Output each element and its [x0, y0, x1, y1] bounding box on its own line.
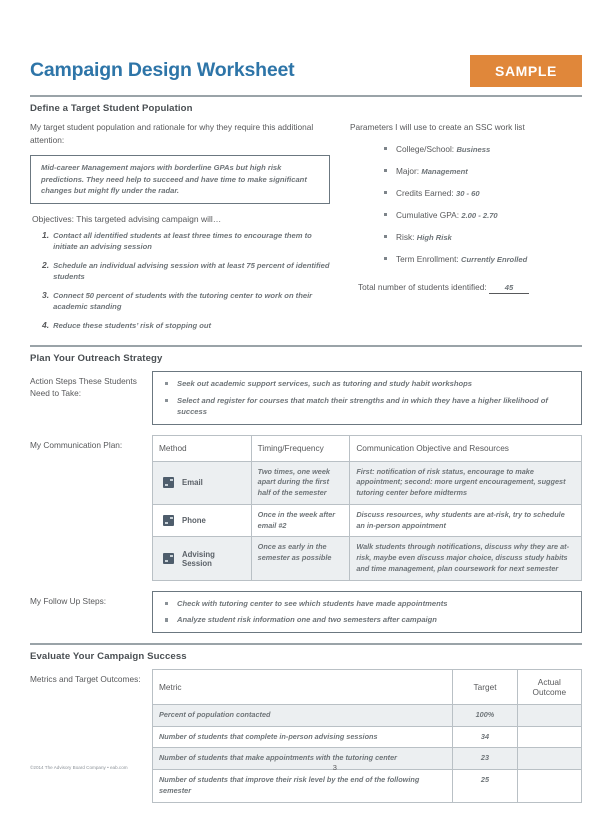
- communication-plan-table: [152, 435, 582, 581]
- column-header-target: Target: [453, 669, 517, 704]
- metrics-body: [152, 669, 582, 803]
- target-cell: [453, 704, 517, 726]
- total-students-line: [358, 282, 582, 294]
- timing-cell: [251, 504, 350, 537]
- parameters-list: [384, 143, 582, 266]
- objective-text: First: notification of risk status, encourage to make appointment; second: more urgent encouragement, suggest tutoring center before midterms: [356, 466, 566, 498]
- target-population-column: [30, 121, 330, 338]
- column-header-actual-outcome: Actual Outcome: [517, 669, 581, 704]
- parameter-value: Management: [421, 166, 468, 176]
- section-divider: [30, 345, 582, 347]
- objective-number: 2.: [42, 259, 50, 270]
- follow-up-body: [152, 591, 582, 633]
- target-cell: [453, 726, 517, 748]
- list-item: [384, 143, 582, 156]
- timing-text: Two times, one week apart during the first half of the semester: [257, 466, 330, 498]
- timing-cell: [251, 537, 350, 580]
- parameter-label: Credits Earned:: [396, 187, 454, 198]
- actual-outcome-cell[interactable]: [517, 770, 581, 803]
- metric-text: Number of students that make appointments with the tutoring center: [159, 753, 397, 763]
- metrics-table: [152, 669, 582, 803]
- list-item: [384, 253, 582, 266]
- metrics-row: [30, 669, 582, 803]
- table-header-row: [153, 435, 582, 461]
- metrics-label: Metrics and Target Outcomes:: [30, 673, 141, 684]
- table-row: [153, 770, 582, 803]
- parameter-value: Business: [456, 144, 491, 154]
- actual-outcome-cell[interactable]: [517, 704, 581, 726]
- objective-item: [30, 230, 330, 253]
- objective-number: 4.: [42, 319, 50, 330]
- section-define-population-columns: [30, 121, 582, 338]
- objective-text: Walk students through notifications, discuss why they are at-risk, maybe even discuss major choice, discuss study habits and time management, plan coursework for next semester: [356, 542, 570, 574]
- list-item: Select and register for courses that match their strengths and in which they have a higher likelihood of success: [159, 395, 573, 418]
- parameter-value: High Risk: [416, 232, 452, 242]
- metric-text: Number of students that complete in-person advising sessions: [159, 731, 378, 741]
- follow-up-box[interactable]: [152, 591, 582, 633]
- section-divider: [30, 643, 582, 645]
- actual-outcome-cell[interactable]: [517, 726, 581, 748]
- parameter-label: College/School:: [396, 143, 455, 154]
- column-header-objective: Communication Objective and Resources: [350, 435, 582, 461]
- table-row: [153, 704, 582, 726]
- objective-cell: [350, 537, 582, 580]
- parameter-label: Major:: [396, 165, 420, 176]
- table-header-row: [153, 669, 582, 704]
- objectives-label: Objectives: This targeted advising campaign will…: [32, 213, 222, 224]
- objective-item: [30, 290, 330, 313]
- list-item: [384, 187, 582, 200]
- communication-plan-label: My Communication Plan:: [30, 439, 123, 450]
- list-item: [384, 165, 582, 178]
- footer-copyright: ©2014 The Advisory Board Company • eab.com: [30, 765, 128, 770]
- target-population-note-text: Mid-career Management majors with borderline GPAs but high risk predictions. They need help to succeed and have time to make significant changes but might fly under the radar.: [41, 163, 307, 195]
- action-steps-box[interactable]: [152, 371, 582, 425]
- metric-text: Number of students that improve their risk level by the end of the following semester: [159, 775, 420, 796]
- parameter-value: 2.00 - 2.70: [461, 210, 498, 220]
- follow-up-label: My Follow Up Steps:: [30, 595, 107, 606]
- parameter-value: 30 - 60: [455, 188, 480, 198]
- metric-cell: [153, 726, 453, 748]
- list-item: Seek out academic support services, such as tutoring and study habit workshops: [159, 378, 573, 390]
- target-value: 100%: [475, 709, 495, 719]
- action-steps-row: [30, 371, 582, 425]
- objective-number: 3.: [42, 289, 50, 300]
- parameter-label: Risk:: [396, 231, 415, 242]
- target-value: 23: [480, 753, 490, 763]
- table-row: [153, 726, 582, 748]
- parameter-label: Term Enrollment:: [396, 253, 459, 264]
- objective-text: Reduce these students’ risk of stopping out: [53, 320, 212, 330]
- metric-text: Percent of population contacted: [159, 709, 271, 719]
- column-header-timing: Timing/Frequency: [251, 435, 350, 461]
- page-number: 3: [332, 763, 337, 772]
- communication-plan-row: [30, 435, 582, 581]
- objective-item: [30, 320, 330, 332]
- list-item: [384, 209, 582, 222]
- method-label: Phone: [182, 516, 206, 526]
- table-row: [153, 504, 582, 537]
- target-cell: [453, 770, 517, 803]
- work-list-parameters-column: [350, 121, 582, 338]
- metric-cell: [153, 704, 453, 726]
- email-icon: [163, 477, 174, 488]
- method-label: Email: [182, 478, 203, 488]
- communication-plan-body: [152, 435, 582, 581]
- column-header-method: Method: [153, 435, 252, 461]
- follow-up-list: [159, 598, 573, 626]
- target-population-prompt: My target student population and rationale for why they require this additional attention:: [30, 122, 314, 145]
- action-steps-label: Action Steps These Students Need to Take:: [30, 376, 137, 398]
- page-header: [30, 55, 582, 91]
- section-heading-outreach-strategy: Plan Your Outreach Strategy: [30, 353, 163, 364]
- section-heading-define-population: Define a Target Student Population: [30, 103, 193, 114]
- parameters-prompt: Parameters I will use to create an SSC work list: [350, 122, 525, 132]
- list-item: [384, 231, 582, 244]
- page-title: Campaign Design Worksheet: [30, 59, 295, 81]
- method-cell: [153, 504, 252, 537]
- list-item: Check with tutoring center to see which students have made appointments: [159, 598, 573, 610]
- method-cell: [153, 537, 252, 580]
- list-item: Analyze student risk information one and two semesters after campaign: [159, 614, 573, 626]
- metric-cell: [153, 770, 453, 803]
- page-footer: [30, 763, 582, 772]
- table-row: [153, 461, 582, 504]
- section-heading-evaluate-success: Evaluate Your Campaign Success: [30, 650, 187, 662]
- method-cell: [153, 461, 252, 504]
- target-population-note-box[interactable]: [30, 155, 330, 204]
- target-value: 25: [480, 775, 490, 785]
- timing-text: Once in the week after email #2: [257, 509, 336, 530]
- method-label: Advising Session: [182, 549, 215, 568]
- parameter-label: Cumulative GPA:: [396, 209, 460, 220]
- objective-cell: [350, 504, 582, 537]
- column-header-metric: Metric: [153, 669, 453, 704]
- follow-up-row: [30, 591, 582, 633]
- action-steps-body: [152, 371, 582, 425]
- advising-session-icon: [163, 553, 174, 564]
- objective-number: 1.: [42, 229, 50, 240]
- objective-item: [30, 260, 330, 283]
- status-badge: SAMPLE: [470, 55, 582, 87]
- objective-cell: [350, 461, 582, 504]
- phone-icon: [163, 515, 174, 526]
- total-students-value[interactable]: 45: [489, 283, 529, 294]
- total-students-label: Total number of students identified:: [358, 281, 487, 292]
- timing-text: Once as early in the semester as possible: [257, 542, 332, 563]
- timing-cell: [251, 461, 350, 504]
- page-content: [30, 55, 582, 813]
- objective-text: Schedule an individual advising session with at least 75 percent of identified students: [53, 260, 330, 281]
- objective-text: Discuss resources, why students are at-risk, try to schedule an in-person appointment: [356, 509, 565, 530]
- objective-text: Contact all identified students at least three times to encourage them to initiate an advising session: [53, 230, 312, 251]
- title-divider: [30, 95, 582, 97]
- target-value: 34: [480, 731, 490, 741]
- parameter-value: Currently Enrolled: [461, 254, 528, 264]
- table-row: [153, 537, 582, 580]
- action-steps-list: [159, 378, 573, 418]
- objective-text: Connect 50 percent of students with the tutoring center to work on their academic standing: [53, 290, 313, 311]
